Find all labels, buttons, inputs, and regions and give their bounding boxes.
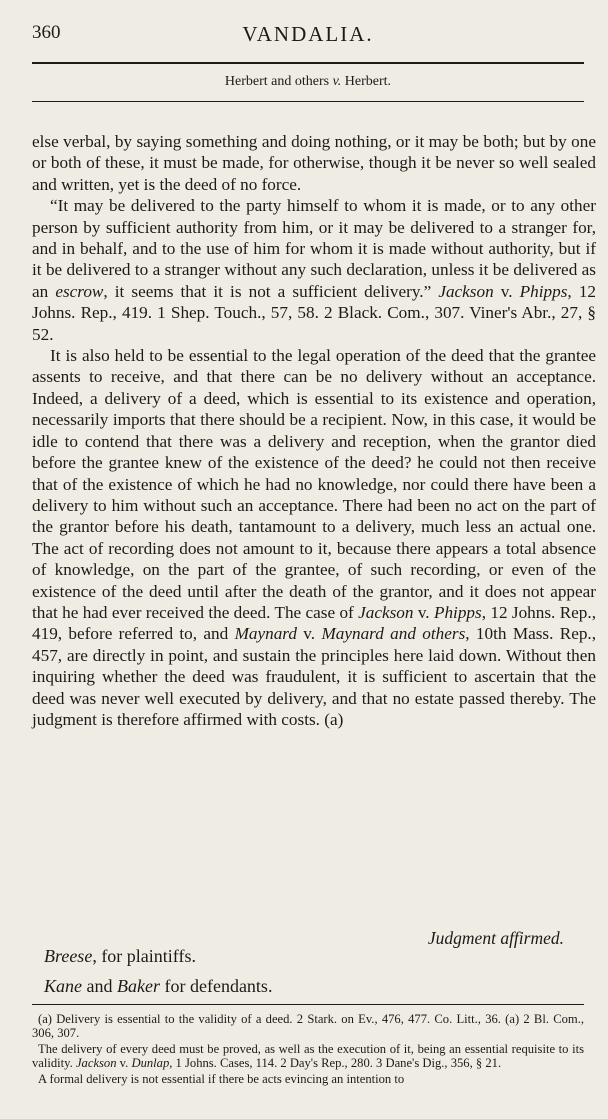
p3-text-a: It is also held to be essential to the legal operation of the deed that the grantee assents to receive, and that there can be no delivery without an acceptance. Indeed, a delivery of a deed, which is essential to its existence and operation, necessarily imports that there should be a recipient. Now, in this case, it would be idle to contend that there was a delivery and reception, when the grantor died before the grantee knew of the existence of the deed? he could not then receive that of the existence of which he had no knowledge, nor could there have been a delivery to him without such an acceptance. There had been no act on the part of the grantor before his death, tantamount to a delivery, much less an actual one. The act of recording does not amount to it, because there appears a total absence of knowledge, on the part of the grantee, of such recording, or even of the existence of the deed until after the death of the grantor, and it does not appear that he had ever received the deed. The case of: [32, 346, 596, 622]
p2-versus: v.: [493, 281, 520, 301]
counsel-defendants: [44, 976, 272, 997]
footnote-2: [32, 1042, 584, 1070]
counsel-plaintiffs-text: , for plaintiffs.: [92, 946, 196, 966]
p3-text-c: , 10th Mass. Rep., 457, are directly in point, and sustain the principles here laid down. Without then inquiring whether the deed was fraudulent, it is sufficient to ascertain that the deed was never well executed by delivery, and that no estate passed thereby. The judgment is therefore affirmed with costs. (a): [32, 624, 597, 729]
opinion-text: [32, 131, 596, 730]
counsel-plaintiffs: [44, 946, 196, 967]
caption-rule: [32, 101, 584, 102]
paragraph-3: [32, 345, 596, 730]
p2-text-b: , it seems that it is not a sufficient delivery.”: [103, 281, 439, 301]
counsel-baker: Baker: [117, 976, 160, 996]
caption-part1: Herbert and others: [224, 74, 333, 89]
p3-versus-1: v.: [413, 602, 434, 622]
paragraph-1: else verbal, by saying something and doing nothing, or it may be both; but by one or both of these, it must be made, for otherwise, though it be never so well sealed and written, yet is the deed of no force.: [32, 132, 596, 194]
p3-case-maynard: Maynard: [234, 624, 297, 644]
p3-versus-2: v.: [296, 624, 322, 644]
p2-escrow: escrow: [55, 281, 104, 301]
paragraph-2: [32, 195, 596, 345]
p3-case-maynard-others: Maynard and others: [321, 624, 466, 644]
counsel-and: and: [82, 976, 117, 996]
p3-case-jackson: Jackson: [358, 602, 414, 622]
footnotes: [32, 1012, 584, 1088]
footnote-3: A formal delivery is not essential if there be acts evincing an intention to: [38, 1072, 405, 1086]
fn2-text-b: , 1 Johns. Cases, 114. 2 Day's Rep., 280. 3 Dane's Dig., 356, § 21.: [169, 1056, 502, 1070]
counsel-kane: Kane: [44, 976, 82, 996]
fn2-versus: v.: [116, 1056, 132, 1070]
page-number: 360: [32, 22, 61, 43]
counsel-defendants-text: for defendants.: [159, 976, 273, 996]
p3-text-b: , 12 Johns. Rep., 419, before referred to, and: [32, 602, 596, 644]
page-header: [32, 22, 584, 48]
judgment-line: Judgment affirmed.: [427, 928, 564, 948]
header-rule: [32, 62, 584, 64]
caption-part2: Herbert.: [341, 74, 392, 89]
footnote-rule: [32, 1004, 584, 1005]
fn2-case-dunlap: Dunlap: [131, 1056, 170, 1070]
p2-case-jackson: Jackson: [438, 281, 494, 301]
fn2-case-jackson: Jackson: [75, 1056, 117, 1070]
running-head: VANDALIA.: [242, 22, 374, 46]
p2-case-phipps: Phipps: [519, 281, 568, 301]
fn2-text-a: The delivery of every deed must be proved, as well as the execution of it, being an essential requisite to its validity.: [32, 1042, 584, 1070]
p2-text-c: , 12 Johns. Rep., 419. 1 Shep. Touch., 57, 58. 2 Black. Com., 307. Viner's Abr., 27, § 52.: [32, 281, 597, 344]
counsel-breese: Breese: [44, 946, 93, 966]
p3-case-phipps: Phipps: [433, 602, 482, 622]
footnote-1: (a) Delivery is essential to the validity of a deed. 2 Stark. on Ev., 476, 477. Co. Litt., 36. (a) 2 Bl. Com., 306, 307.: [32, 1012, 584, 1040]
case-caption: [32, 74, 584, 90]
caption-versus: v.: [332, 74, 342, 89]
p2-text-a: “It may be delivered to the party himself to whom it is made, or to any other person by sufficient authority from him, or it may be delivered to a stranger for, and in behalf, and to the use of him for whom it is made without authority, but if it be delivered to a stranger without any such declaration, unless it be delivered as an: [32, 196, 596, 301]
